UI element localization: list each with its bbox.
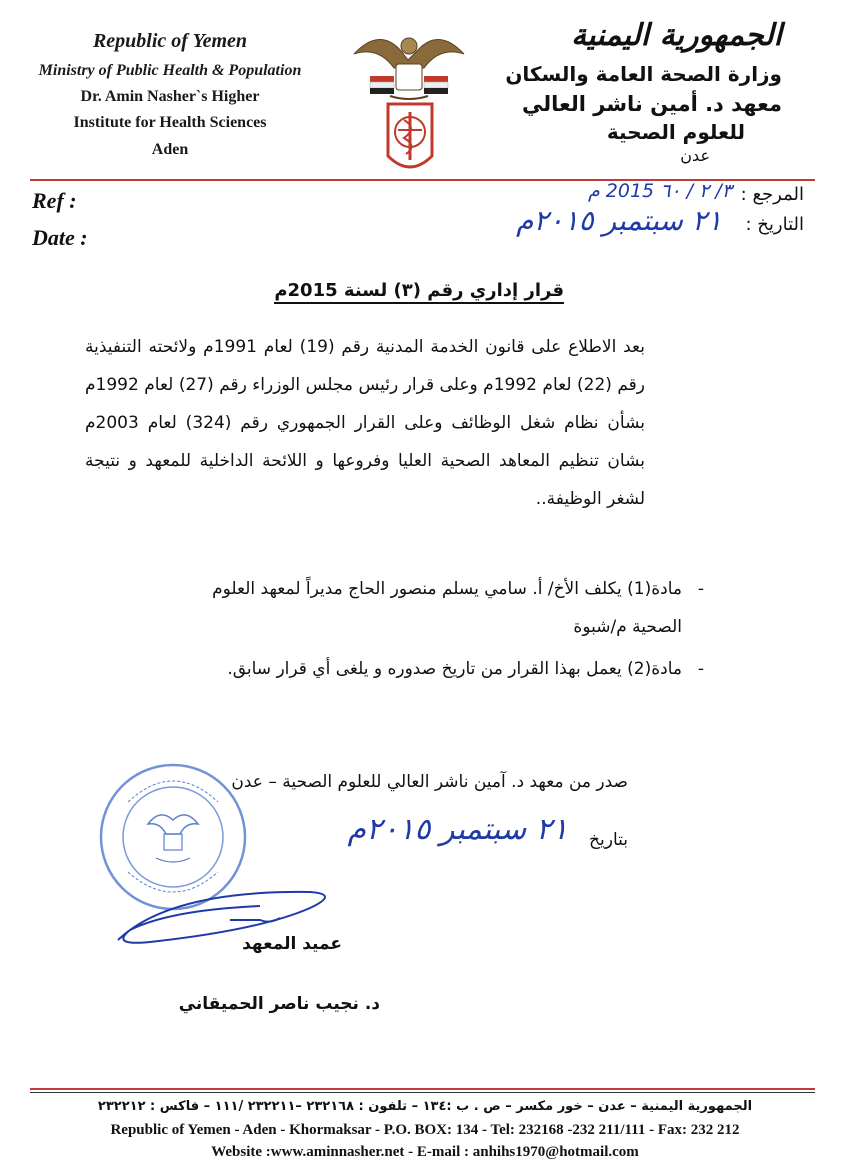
article-2-text: مادة(2) يعمل بهذا القرار من تاريخ صدوره و يلغى أي قرار سابق. [227, 659, 682, 679]
header-ar-line-5: عدن [680, 146, 710, 165]
header-en-line-1: Republic of Yemen [92, 30, 248, 52]
footer-rule-dark [30, 1092, 815, 1093]
footer-web-line: Website :www.aminnasher.net - E-mail : anhihs1970@hotmail.com [211, 1144, 639, 1160]
article-1-dash: - [697, 579, 704, 599]
date-label-en: Date : [32, 225, 88, 250]
eagle-emblem [350, 24, 468, 102]
issued-date-value: ٢١ سبتمبر ٢٠١٥م [347, 812, 568, 847]
decision-title: قرار إداري رقم (٣) لسنة 2015م [274, 280, 564, 304]
header-en-line-3: Dr. Amin Nasher`s Higher [80, 88, 260, 105]
article-1 [182, 570, 704, 646]
institute-logo [384, 100, 436, 178]
signer-name: د. نجيب ناصر الحميقاني [178, 994, 380, 1014]
footer-en-line: Republic of Yemen - Aden - Khormaksar - P.O. BOX: 134 - Tel: 232168 -232 211/111 - Fax: 232 212 [110, 1122, 740, 1138]
article-2 [182, 652, 704, 686]
header-en-line-4: Institute for Health Sciences [73, 114, 267, 131]
article-1-text: مادة(1) يكلف الأخ/ أ. سامي يسلم منصور الحاج مديراً لمعهد العلوم الصحية م/شبوة [212, 579, 682, 637]
ref-label-en: Ref : [32, 188, 77, 213]
date-label-ar: التاريخ : [745, 214, 804, 235]
issued-date-label: بتاريخ [589, 830, 628, 850]
article-2-dash: - [697, 659, 704, 679]
decision-preamble: بعد الاطلاع على قانون الخدمة المدنية رقم (19) لعام 1991م ولائحته التنفيذية رقم (22) لعام 1992م وعلى قرار رئيس مجلس الوزراء رقم (27) لعام 1992م بشأن نظام شغل الوظائف وعلى القرار الجمهوري رقم (324) لعام 2003م بشان تنظيم المعاهد الصحية العليا وفروعها و اللائحة الداخلية للمعهد و نتيجة لشغر الوظيفة.. [85, 337, 646, 509]
ref-label-ar: المرجع : [740, 184, 804, 205]
signer-title: عميد المعهد [242, 934, 342, 954]
footer-rule-red [30, 1088, 815, 1090]
ref-value: ٣/ ٢ / ٦٠ 2015 م [587, 180, 732, 202]
header-ar-line-4: للعلوم الصحية [606, 120, 745, 144]
header-ar-line-2: وزارة الصحة العامة والسكان [505, 62, 782, 86]
header-en-line-2: Ministry of Public Health & Population [38, 62, 302, 79]
footer-ar-line: الجمهورية اليمنية – عدن – خور مكسر – ص . ب :١٣٤ – تلفون : ٢٣٢١٦٨ –٢٣٢٢١١ /١١١ – فاكس : ٢٣٢٢١٢ [97, 1099, 753, 1114]
header-en-line-5: Aden [151, 141, 189, 158]
date-value: ٢١ سبتمبر ٢٠١٥م [516, 204, 722, 237]
header-ar-line-1: الجمهورية اليمنية [571, 18, 782, 53]
header-ar-line-3: معهد د. أمين ناشر العالي [522, 92, 782, 116]
issued-from: صدر من معهد د. آمين ناشر العالي للعلوم الصحية – عدن [231, 772, 628, 792]
